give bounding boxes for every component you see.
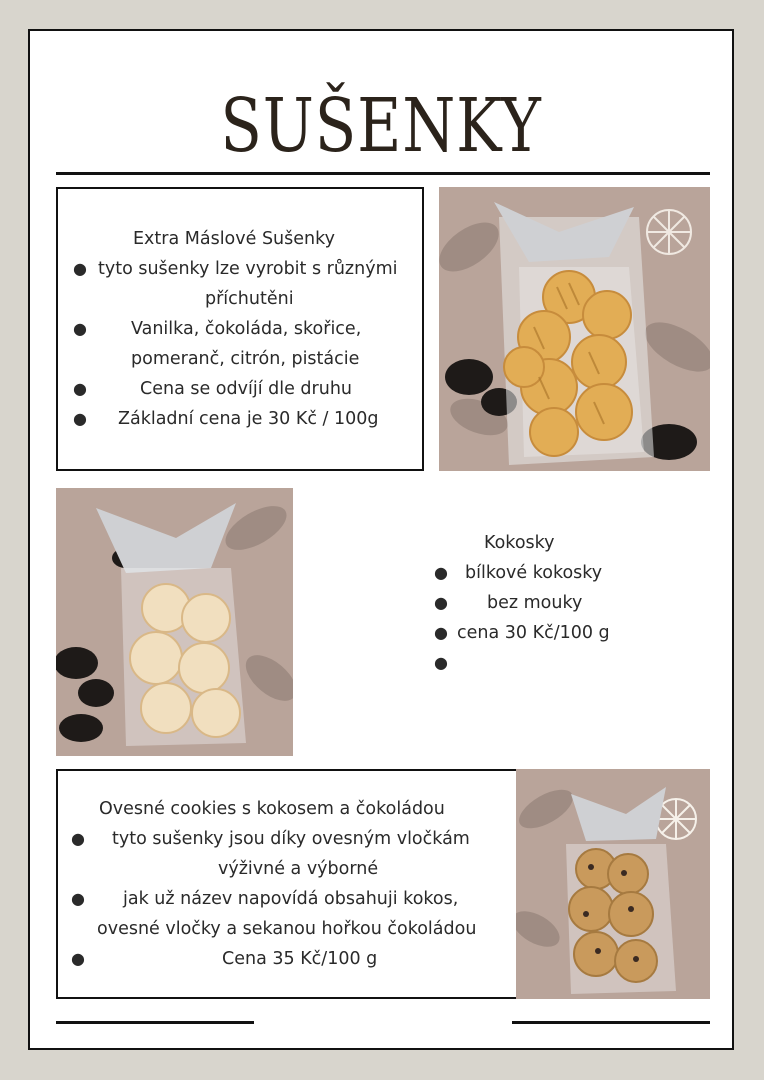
butter-cookies-text — [56, 224, 424, 434]
bottom-right-rule — [512, 1021, 710, 1024]
list-item-line: ovesné vločky a sekanou hořkou čokoládou — [97, 919, 477, 939]
list-item — [56, 944, 518, 974]
list-item-line: tyto sušenky jsou díky ovesným vločkám — [112, 829, 470, 849]
list-item-line: Cena 35 Kč/100 g — [222, 949, 378, 969]
oat-cookies-photo — [516, 769, 710, 999]
list-item — [430, 588, 730, 618]
bullet-icon: ● — [434, 593, 448, 612]
bullet-icon: ● — [434, 653, 448, 672]
bullet-icon: ● — [71, 829, 85, 848]
bullet-icon: ● — [434, 563, 448, 582]
butter-cookies-heading: Extra Máslové Sušenky — [133, 229, 335, 249]
bullet-icon: ● — [71, 889, 85, 908]
list-item-line: tyto sušenky lze vyrobit s různými — [98, 259, 398, 279]
bullet-icon: ● — [434, 623, 448, 642]
macaroons-text — [430, 528, 730, 678]
bullet-icon: ● — [73, 259, 87, 278]
butter-cookies-list — [56, 254, 424, 434]
bullet-icon: ● — [73, 379, 87, 398]
list-item-line: Cena se odvíjí dle druhu — [140, 379, 353, 399]
bottom-left-rule — [56, 1021, 254, 1024]
oat-cookies-heading: Ovesné cookies s kokosem a čokoládou — [99, 799, 445, 819]
page — [28, 29, 734, 1050]
list-item — [56, 824, 518, 884]
list-item-line: Vanilka, čokoláda, skořice, — [131, 319, 362, 339]
list-item — [56, 404, 424, 434]
list-item — [56, 314, 424, 374]
bullet-icon: ● — [73, 409, 87, 428]
title-rule — [56, 172, 710, 175]
coconut-macaroons-photo — [56, 488, 293, 756]
list-item-line: cena 30 Kč/100 g — [457, 623, 610, 643]
list-item — [430, 618, 730, 648]
list-item — [56, 374, 424, 404]
bullet-icon: ● — [71, 949, 85, 968]
oat-cookies-list — [56, 824, 518, 974]
list-item-line: bílkové kokosky — [465, 563, 603, 583]
list-item-line: příchutěni — [205, 289, 294, 309]
list-item-line: bez mouky — [487, 593, 583, 613]
list-item — [56, 884, 518, 944]
list-item-line: jak už název napovídá obsahuji kokos, — [123, 889, 459, 909]
butter-cookies-photo — [439, 187, 710, 471]
bullet-icon: ● — [73, 319, 87, 338]
list-item — [56, 254, 424, 314]
macaroons-heading: Kokosky — [484, 533, 555, 553]
list-item-line: pomeranč, citrón, pistácie — [131, 349, 360, 369]
list-item-line: Základní cena je 30 Kč / 100g — [118, 409, 379, 429]
list-item — [430, 648, 730, 678]
list-item — [430, 558, 730, 588]
page-title: SUŠENKY — [220, 83, 542, 169]
list-item-line: výživné a výborné — [218, 859, 379, 879]
oat-cookies-text — [56, 794, 518, 974]
macaroons-list — [430, 558, 730, 678]
